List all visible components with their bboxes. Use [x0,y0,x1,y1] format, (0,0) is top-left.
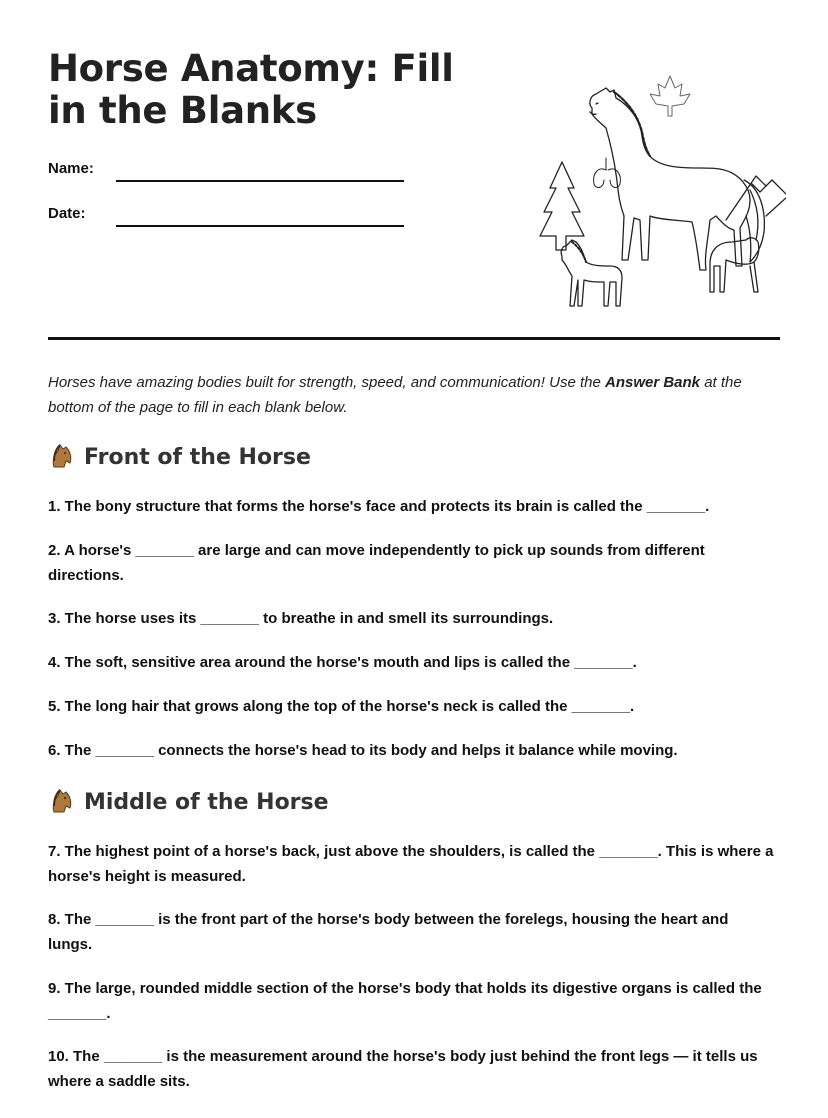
name-label: Name: [48,160,94,177]
intro-paragraph [48,370,780,420]
tree-icon [540,162,584,250]
mountain-icon [726,176,786,220]
question-2: 2. A horse's _______ are large and can move independently to pick up sounds from different directions. [48,542,705,584]
question-8: 8. The _______ is the front part of the horse's body between the forelegs, housing the heart and lungs. [48,911,729,953]
date-field [48,205,408,229]
horse-illustration [510,70,786,310]
question-6: 6. The _______ connects the horse's head to its body and helps it balance while moving. [48,742,678,759]
question-5: 5. The long hair that grows along the top of the horse's neck is called the _______. [48,698,635,715]
foal-left-icon [561,240,622,306]
horse-head-icon [48,788,76,814]
name-field [48,160,408,184]
section-heading-front [48,443,780,473]
question-3: 3. The horse uses its _______ to breathe in and smell its surroundings. [48,610,554,627]
horse-head-icon [48,443,76,469]
page-title: Horse Anatomy: Fill in the Blanks [48,47,454,132]
answer-bank-emphasis: Answer Bank [604,374,701,391]
question-9: 9. The large, rounded middle section of the horse's body that holds its digestive organs is called the _______. [48,980,762,1022]
section-heading-middle-label: Middle of the Horse [84,790,329,815]
worksheet-page [48,0,780,1118]
question-4: 4. The soft, sensitive area around the horse's mouth and lips is called the _______. [48,654,637,671]
section-heading-front-label: Front of the Horse [84,445,311,470]
header-divider [48,337,780,340]
intro-text-start: Horses have amazing bodies built for strength, speed, and communication! Use the [48,374,605,391]
intro-text-end: at the bottom of the page to fill in each blank below. [48,374,742,416]
question-1: 1. The bony structure that forms the horse's face and protects its brain is called the _______. [48,498,710,515]
question-7: 7. The highest point of a horse's back, just above the shoulders, is called the _______. This is where a horse's height is measured. [48,843,774,885]
maple-leaf-icon [650,76,690,116]
adult-horse-icon [590,88,764,270]
date-blank-line [116,225,404,227]
date-label: Date: [48,205,86,222]
section-heading-middle [48,788,780,818]
name-blank-line [116,180,404,182]
question-10: 10. The _______ is the measurement around the horse's body just behind the front legs — it tells us where a saddle sits. [48,1048,758,1090]
